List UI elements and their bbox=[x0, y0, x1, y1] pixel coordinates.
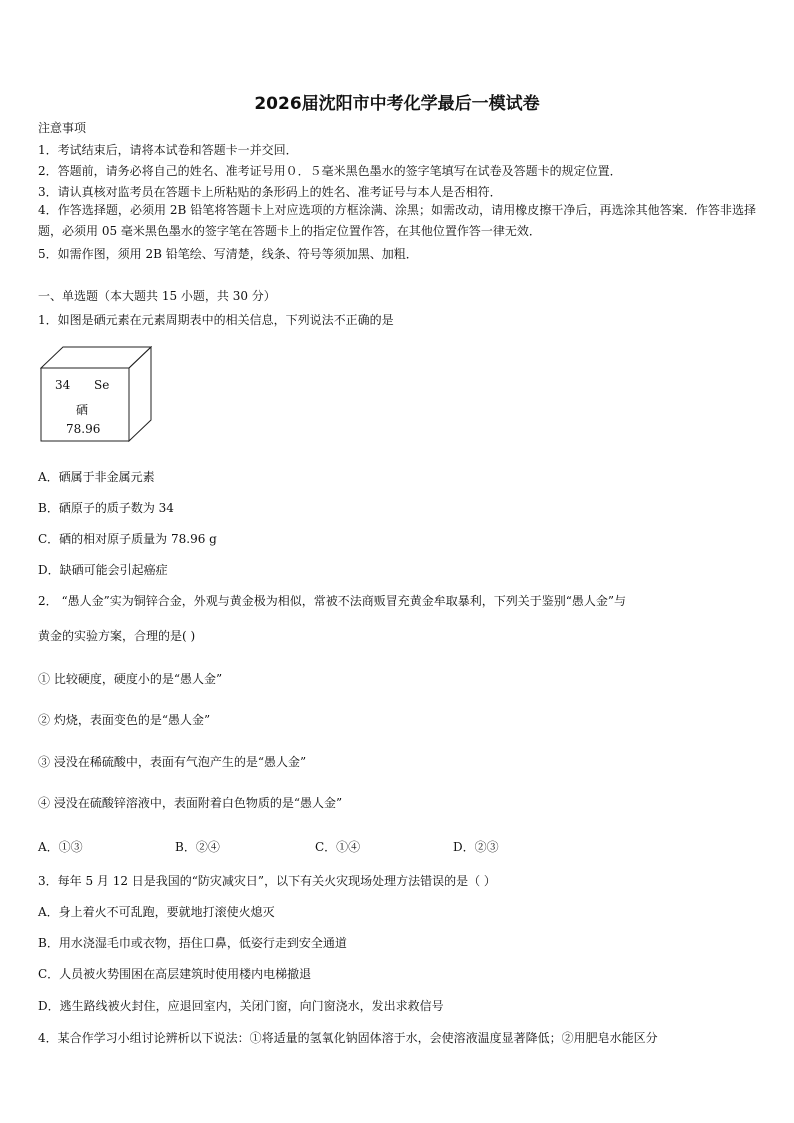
q1-option-b: B．硒原子的质子数为 34 bbox=[38, 501, 174, 515]
element-atomic-mass: 78.96 bbox=[66, 422, 101, 436]
element-card-selenium bbox=[40, 346, 152, 442]
q2-option-a: A．①③ bbox=[38, 840, 83, 854]
element-name: 硒 bbox=[76, 403, 89, 417]
notice-item-2: 2．答题前，请务必将自己的姓名、准考证号用０．５毫米黑色墨水的签字笔填写在试卷及答题卡的规定位置． bbox=[38, 164, 622, 178]
question-3-stem: 3．每年 5 月 12 日是我国的“防灾减灾日”，以下有关火灾现场处理方法错误的是（ ） bbox=[38, 874, 496, 888]
q2-statement-3: ③ 浸没在稀硫酸中，表面有气泡产生的是“愚人金” bbox=[38, 755, 307, 769]
question-2-stem-line1: 2． “愚人金”实为铜锌合金，外观与黄金极为相似，常被不法商贩冒充黄金牟取暴利，下列关于鉴别“愚人金”与 bbox=[38, 594, 626, 608]
q2-statement-1: ① 比较硬度，硬度小的是“愚人金” bbox=[38, 672, 223, 686]
q3-option-b: B．用水浇湿毛巾或衣物，捂住口鼻，低姿行走到安全通道 bbox=[38, 936, 347, 950]
q2-statement-2: ② 灼烧，表面变色的是“愚人金” bbox=[38, 713, 211, 727]
question-4-stem: 4．某合作学习小组讨论辨析以下说法：①将适量的氢氧化钠固体溶于水，会使溶液温度显著降低；②用肥皂水能区分 bbox=[38, 1031, 658, 1045]
question-2-stem-line2: 黄金的实验方案，合理的是( ) bbox=[38, 629, 196, 643]
q3-option-a: A．身上着火不可乱跑，要就地打滚使火熄灭 bbox=[38, 905, 275, 919]
q2-option-d: D．②③ bbox=[453, 840, 499, 854]
notice-item-1: 1．考试结束后，请将本试卷和答题卡一并交回． bbox=[38, 143, 298, 157]
q2-statement-4: ④ 浸没在硫酸锌溶液中，表面附着白色物质的是“愚人金” bbox=[38, 796, 343, 810]
notice-item-3: 3．请认真核对监考员在答题卡上所粘贴的条形码上的姓名、准考证号与本人是否相符． bbox=[38, 185, 502, 199]
q2-option-c: C．①④ bbox=[315, 840, 361, 854]
q1-option-a: A．硒属于非金属元素 bbox=[38, 470, 155, 484]
notice-item-4: 4．作答选择题，必须用 2B 铅笔将答题卡上对应选项的方框涂满、涂黑；如需改动，请用橡皮擦干净后，再选涂其他答案．作答非选择题，必须用 05 毫米黑色墨水的签字笔在答题卡上的指定位置作答，在其他位置作答一律无效． bbox=[38, 203, 756, 238]
question-1-stem: 1．如图是硒元素在元素周期表中的相关信息，下列说法不正确的是 bbox=[38, 313, 394, 327]
section-heading: 一、单选题（本大题共 15 小题，共 30 分） bbox=[38, 289, 276, 303]
element-atomic-number: 34 bbox=[55, 378, 71, 392]
q2-option-b: B．②④ bbox=[175, 840, 220, 854]
q3-option-c: C．人员被火势围困在高层建筑时使用楼内电梯撤退 bbox=[38, 967, 312, 981]
notice-item-5: 5．如需作图，须用 2B 铅笔绘、写清楚，线条、符号等须加黑、加粗． bbox=[38, 247, 418, 261]
page-title: 2026届沈阳市中考化学最后一模试卷 bbox=[254, 94, 540, 114]
q1-option-c: C．硒的相对原子质量为 78.96 g bbox=[38, 532, 217, 546]
q1-option-d: D．缺硒可能会引起癌症 bbox=[38, 563, 168, 577]
notice-heading: 注意事项 bbox=[38, 121, 87, 135]
element-symbol: Se bbox=[94, 378, 110, 392]
q3-option-d: D．逃生路线被火封住，应退回室内，关闭门窗，向门窗浇水，发出求救信号 bbox=[38, 999, 444, 1013]
